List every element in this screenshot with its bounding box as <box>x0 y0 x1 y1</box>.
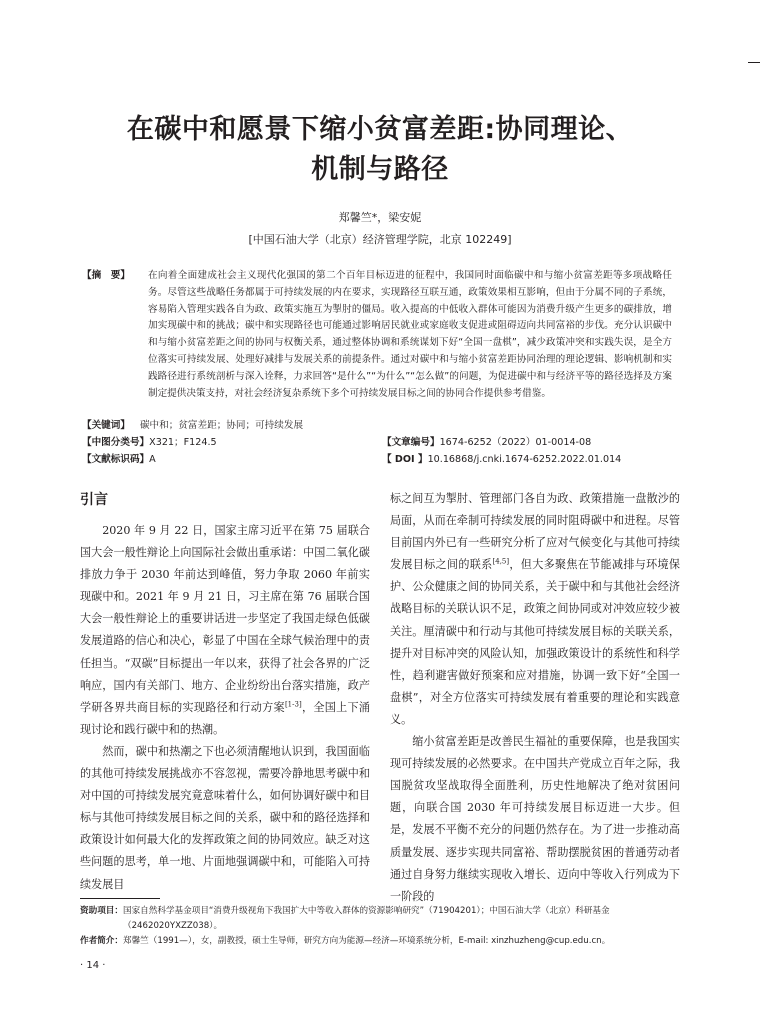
article-no-value: 1674-6252（2022）01-0014-08 <box>439 437 592 448</box>
clc-value: X321；F124.5 <box>149 437 217 448</box>
keywords-label: 【关键词】 <box>82 420 130 431</box>
clc-number <box>82 435 217 451</box>
citation: [1-3] <box>284 700 302 709</box>
paragraph <box>80 520 370 741</box>
right-column <box>390 488 680 908</box>
paragraph-text: 缩小贫富差距是改善民生福祉的重要保障，也是我国实现可持续发展的必然要求。在中国共产党成立百年之际，我国脱贫攻坚战取得全面胜利，历史性地解决了绝对贫困问题，向联合国 2030 年可持续发展目标迈进一大步。但是，发展不平衡不充分的问题仍然存在。为了进一步推动高质量发展、逐步实现共同富裕、帮助摆脱贫困的普通劳动者通过自身努力继续实现收入增长、迈向中等收入行列成为下一阶段的 <box>390 735 680 903</box>
document-code <box>82 452 156 468</box>
funding-text: 国家自然科学基金项目“消费升级视角下我国扩大中等收入群体的资源影响研究”（71904201）；中国石油大学（北京）科研基金（2462020YXZZ038）。 <box>122 906 610 931</box>
paragraph-text: ，但大多聚焦在节能减排与环境保护、公众健康之间的协同关系，关于碳中和与其他社会经济战略目标的关联认识不足，政策之间协同或对冲效应较少被关注。厘清碳中和行动与其他可持续发展目标的关联关系，提升对目标冲突的风险认知，加强政策设计的系统性和科学性，趋利避害做好预案和应对措施，协调一致下好“全国一盘棋”，对全方位落实可持续发展有着重要的理论和实践意义。 <box>390 558 680 726</box>
footnotes <box>80 904 680 949</box>
doc-code-value: A <box>149 454 156 465</box>
doi-label: 【 DOI 】 <box>382 454 428 465</box>
doc-code-label: 【文献标识码】 <box>82 454 150 465</box>
paragraph <box>390 488 680 731</box>
paragraph-text: ，全国上下涌现讨论和践行碳中和的热潮。 <box>80 700 370 736</box>
page-number: · 14 · <box>80 960 106 971</box>
paragraph <box>390 731 680 908</box>
title-line: 在碳中和愿景下缩小贫富差距:协同理论、 <box>126 114 634 145</box>
article-no-label: 【文章编号】 <box>382 437 440 448</box>
abstract <box>82 268 672 402</box>
clc-label: 【中图分类号】 <box>82 437 150 448</box>
funding-label: 资助项目： <box>80 906 123 916</box>
left-column <box>80 490 370 896</box>
footnote-rule <box>80 898 160 899</box>
section-heading: 引言 <box>80 492 108 508</box>
corner-mark <box>748 62 760 63</box>
keywords <box>82 418 303 434</box>
paragraph <box>80 741 370 896</box>
funding-note <box>80 904 680 934</box>
author-bio-text: 郑馨竺（1991—），女，副教授，硕士生导师，研究方向为能源—经济—环境系统分析，E-mail: xinzhuzheng@cup.edu.cn。 <box>122 936 611 946</box>
author-note <box>80 934 680 949</box>
keywords-value: 碳中和；贫富差距；协同；可持续发展 <box>139 420 304 431</box>
doi <box>382 452 621 468</box>
abstract-label: 【摘 要】 <box>82 270 130 281</box>
title-line: 机制与路径 <box>311 154 449 185</box>
paragraph-text: 标之间互为掣肘、管理部门各自为政、政策措施一盘散沙的局面，从而在牵制可持续发展的同时阻碍碳中和进程。尽管目前国内外已有一些研究分析了应对气候变化与其他可持续发展目标之间的联系 <box>390 492 680 572</box>
citation: [4,5] <box>492 557 510 566</box>
author-bio-label: 作者简介： <box>80 936 123 946</box>
article-title <box>60 110 700 190</box>
article-number <box>382 435 591 451</box>
doi-value: 10.16868/j.cnki.1674-6252.2022.01.014 <box>427 454 622 465</box>
abstract-text: 在向着全面建成社会主义现代化强国的第二个百年目标迈进的征程中，我国同时面临碳中和与缩小贫富差距等多项战略任务。尽管这些战略任务都属于可持续发展的内在要求，实现路径互联互通，政策效果相互影响，但由于分属不同的子系统，容易陷入管理实践各自为政、政策实施互为掣肘的僵局。收入提高的中低收入群体可能因为消费升级产生更多的碳排放，增加实现碳中和的挑战；碳中和实现路径也可能通过影响居民就业或家庭收支促进或阻碍迈向共同富裕的步伐。充分认识碳中和与缩小贫富差距之间的协同与权衡关系，通过整体协调和系统谋划下好“全国一盘棋”，减少政策冲突和实践失误，是全方位落实可持续发展、处理好减排与发展关系的前提条件。通过对碳中和与缩小贫富差距协同治理的理论逻辑、影响机制和实践路径进行系统剖析与深入诠释，力求回答“是什么”“为什么”“怎么做”的问题，为促进碳中和与经济平等的路径选择及方案制定提供决策支持，对社会经济复杂系统下多个可持续发展目标之间的协同合作提供参考借鉴。 <box>148 270 672 399</box>
paragraph-text: 然而，碳中和热潮之下也必须清醒地认识到，我国面临的其他可持续发展挑战亦不容忽视，需要冷静地思考碳中和对中国的可持续发展究竟意味着什么，如何协调好碳中和目标与其他可持续发展目标之间的关系，碳中和的路径选择和政策设计如何最大化的发挥政策之间的协同效应。缺乏对这些问题的思考，单一地、片面地强调碳中和，可能陷入可持续发展目 <box>80 744 370 891</box>
affiliation: [中国石油大学（北京）经济管理学院，北京 102249] <box>248 233 512 246</box>
paragraph-text: 2020 年 9 月 22 日，国家主席习近平在第 75 届联合国大会一般性辩论上向国际社会做出重承诺：中国二氧化碳排放力争于 2030 年前达到峰值，努力争取 2060 年前实现碳中和。2021 年 9 月 21 日，习主席在第 76 届联合国大会一般性辩论上的重要讲话进一步坚定了我国走绿色低碳发展道路的信心和决心，彰显了中国在全球气候治理中的责任担当。“双碳”目标提出一年以来，获得了社会各界的广泛响应，国内有关部门、地方、企业纷纷出台落实措施，政产学研各界共商目标的实现路径和行动方案 <box>80 524 370 714</box>
authors: 郑馨竺*，梁安妮 <box>338 211 422 224</box>
